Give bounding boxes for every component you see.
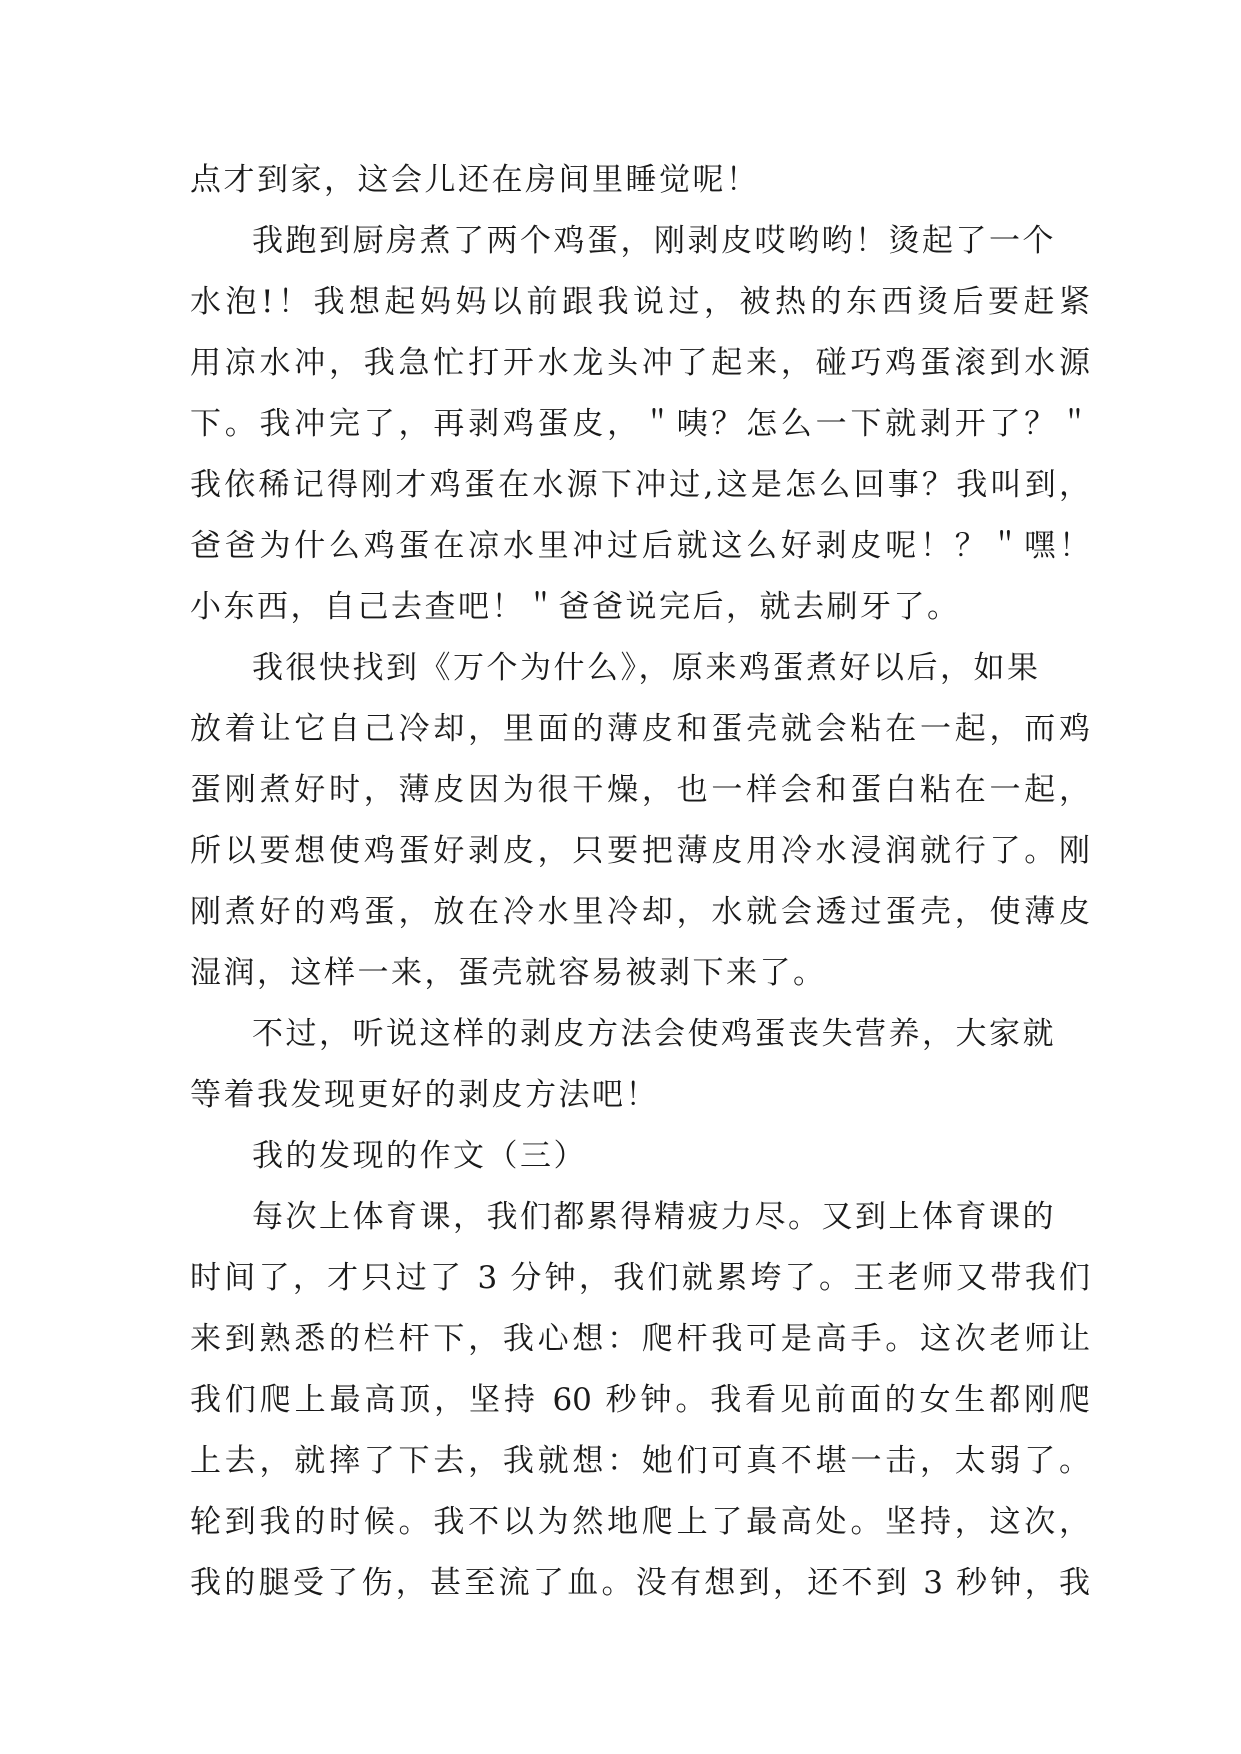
text-line: 来到熟悉的栏杆下，我心想：爬杆我可是高手。这次老师让 [190,1321,1090,1357]
text-line: 上去，就摔了下去，我就想：她们可真不堪一击，太弱了。 [190,1443,1090,1479]
text-line: 我们爬上最高顶，坚持 60 秒钟。我看见前面的女生都刚爬 [190,1382,1090,1418]
text-line: 等着我发现更好的剥皮方法吧！ [190,1077,659,1113]
body-text [190,150,1090,1614]
text-line: 用凉水冲，我急忙打开水龙头冲了起来，碰巧鸡蛋滚到水源 [190,345,1090,381]
text-line: 时间了，才只过了 3 分钟，我们就累垮了。王老师又带我们 [190,1260,1090,1296]
text-line: 我依稀记得刚才鸡蛋在水源下冲过,这是怎么回事？我叫到， [190,467,1090,503]
text-line: 每次上体育课，我们都累得精疲力尽。又到上体育课的 [252,1199,1056,1235]
text-line: 蛋刚煮好时，薄皮因为很干燥，也一样会和蛋白粘在一起， [190,772,1090,808]
text-line: 湿润，这样一来，蛋壳就容易被剥下来了。 [190,955,827,991]
text-line: 下。我冲完了，再剥鸡蛋皮，＂咦？怎么一下就剥开了？＂ [190,406,1090,442]
text-line: 我很快找到《万个为什么》，原来鸡蛋煮好以后，如果 [252,650,1041,686]
text-line: 不过，听说这样的剥皮方法会使鸡蛋丧失营养，大家就 [252,1016,1056,1052]
text-line: 爸爸为什么鸡蛋在凉水里冲过后就这么好剥皮呢！？＂嘿！ [190,528,1090,564]
text-line: 点才到家，这会儿还在房间里睡觉呢！ [190,162,760,198]
text-line: 刚煮好的鸡蛋，放在冷水里冷却，水就会透过蛋壳，使薄皮 [190,894,1090,930]
text-line: 轮到我的时候。我不以为然地爬上了最高处。坚持，这次， [190,1504,1090,1540]
text-line: 我跑到厨房煮了两个鸡蛋，刚剥皮哎哟哟！烫起了一个 [252,223,1056,259]
text-line: 所以要想使鸡蛋好剥皮，只要把薄皮用冷水浸润就行了。刚 [190,833,1090,869]
text-line: 小东西，自己去查吧！＂爸爸说完后，就去刷牙了。 [190,589,961,625]
text-line: 我的腿受了伤，甚至流了血。没有想到，还不到 3 秒钟，我 [190,1565,1090,1601]
text-line: 水泡!！我想起妈妈以前跟我说过，被热的东西烫后要赶紧 [190,284,1090,320]
section-heading: 我的发现的作文（三） [252,1138,587,1174]
text-line: 放着让它自己冷却，里面的薄皮和蛋壳就会粘在一起，而鸡 [190,711,1090,747]
